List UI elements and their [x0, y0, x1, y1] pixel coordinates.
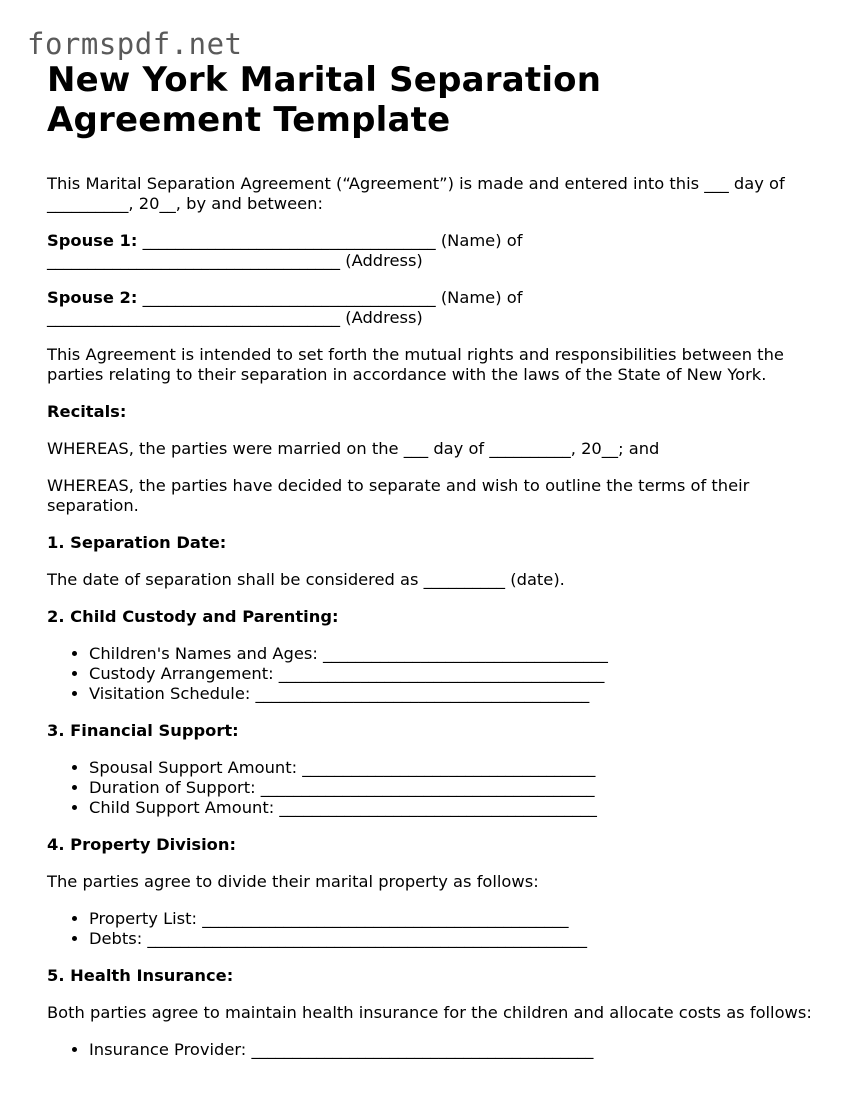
section-2-heading: 2. Child Custody and Parenting: [47, 607, 339, 626]
list-item: • Duration of Support: _________________________________________ [89, 778, 817, 798]
list-item: • Insurance Provider: __________________________________________ [89, 1040, 817, 1060]
list-item: • Debts: ______________________________________________________ [89, 929, 817, 949]
list-item: • Spousal Support Amount: ____________________________________ [89, 758, 817, 778]
document-page [47, 60, 817, 1077]
list-item: • Child Support Amount: _______________________________________ [89, 798, 817, 818]
section-5-heading: 5. Health Insurance: [47, 966, 234, 985]
section-1-heading: 1. Separation Date: [47, 533, 227, 552]
title-line-2: Agreement Template [47, 100, 451, 140]
section-4-heading: 4. Property Division: [47, 835, 236, 854]
spouse-2-label: Spouse 2: [47, 288, 138, 307]
spouse-1-name-line: ____________________________________ (Name) of [137, 231, 523, 250]
section-4-list [47, 909, 817, 949]
section-5-list [47, 1040, 817, 1060]
spouse-2-address-line: ____________________________________ (Address) [47, 308, 423, 327]
spouse-1-block [47, 231, 817, 271]
list-item: • Visitation Schedule: _________________________________________ [89, 684, 817, 704]
list-item: • Custody Arrangement: ________________________________________ [89, 664, 817, 684]
watermark-logo: formspdf.net [27, 27, 243, 61]
spouse-2-name-line: ____________________________________ (Name) of [137, 288, 523, 307]
list-item: • Property List: _____________________________________________ [89, 909, 817, 929]
whereas-2: WHEREAS, the parties have decided to separate and wish to outline the terms of their separation. [47, 476, 750, 515]
section-3-list [47, 758, 817, 818]
section-5-text: Both parties agree to maintain health insurance for the children and allocate costs as follows: [47, 1003, 812, 1022]
list-item: • Children's Names and Ages: ___________________________________ [89, 644, 817, 664]
recitals-heading: Recitals: [47, 402, 127, 421]
document-body [47, 174, 817, 1060]
document-title [47, 60, 817, 140]
section-4-text: The parties agree to divide their marital property as follows: [47, 872, 539, 891]
whereas-1: WHEREAS, the parties were married on the ___ day of __________, 20__; and [47, 439, 660, 458]
spouse-1-address-line: ____________________________________ (Address) [47, 251, 423, 270]
intro-paragraph: This Marital Separation Agreement (“Agreement”) is made and entered into this ___ day of __________, 20__, by and between: [47, 174, 785, 213]
section-3-heading: 3. Financial Support: [47, 721, 239, 740]
section-1-text: The date of separation shall be considered as __________ (date). [47, 570, 565, 589]
spouse-1-label: Spouse 1: [47, 231, 138, 250]
spouse-2-block [47, 288, 817, 328]
title-line-1: New York Marital Separation [47, 60, 602, 100]
section-2-list [47, 644, 817, 704]
purpose-paragraph: This Agreement is intended to set forth the mutual rights and responsibilities between the parties relating to their separation in accordance with the laws of the State of New York. [47, 345, 784, 384]
